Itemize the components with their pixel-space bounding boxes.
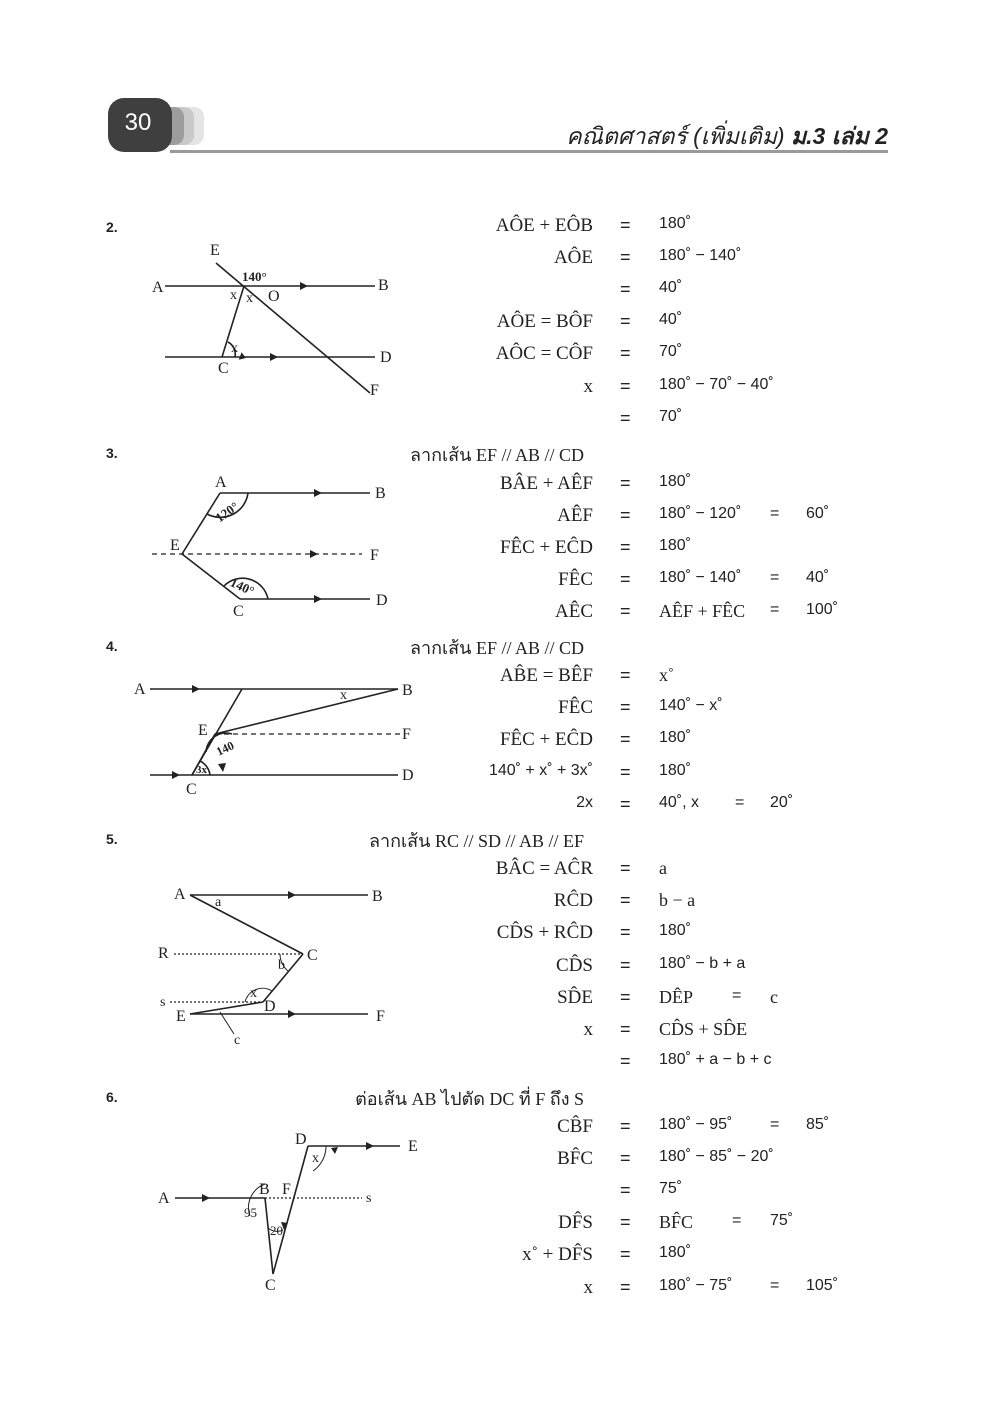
equation-row [440,505,880,535]
label-x: x [231,341,238,356]
arrow-ab [192,685,200,693]
label-b: B [402,682,413,699]
equation-lhs: CD̂S [556,955,593,976]
equation-rhs: 180˚ − 140˚ [659,569,742,586]
label-f: F [282,1181,291,1198]
equals-sign: = [620,1051,631,1071]
label-angle-120: 120° [212,498,242,526]
equation-rhs: 40˚, x [659,794,700,811]
equals-sign: = [620,890,631,910]
equation-row [440,247,880,277]
equation-row [440,858,880,888]
arrow-ab [314,489,322,497]
label-angle-20: 20 [270,1223,283,1238]
arrow-cd [270,353,278,361]
equation-row [440,473,880,503]
problem-number: 3. [106,445,118,461]
equals-sign: = [620,408,631,428]
label-x: x [340,688,347,703]
equation-lhs: AÔE + EÔB [495,215,593,236]
label-o: O [268,288,280,305]
equation-row [440,376,880,406]
diagram-problem-6 [130,1124,430,1299]
equals-sign: = [620,601,631,621]
equation-row [440,1180,880,1210]
label-r: R [158,945,169,962]
line-de [190,1002,263,1014]
equals-sign: = [620,505,631,525]
equals-sign: = [620,697,631,717]
label-b: B [372,888,383,905]
arrow-cd [172,771,180,779]
label-f: F [402,726,411,743]
arrow-angle-x [331,1147,338,1154]
label-b: B [378,277,389,294]
equation-rhs: 70˚ [659,408,683,425]
arrow-de [366,1142,374,1150]
equals-sign: = [620,762,631,782]
equation-result: 40˚ [806,569,830,586]
equation-row [440,890,880,920]
equals-sign: = [620,311,631,331]
equals-sign: = [770,569,780,586]
label-d: D [264,998,276,1015]
equation-rhs: 180˚ − 70˚ − 40˚ [659,376,774,393]
problem-number: 6. [106,1089,118,1105]
equation-lhs: FÊC [558,697,593,718]
equation-rhs: 180˚ − 75˚ [659,1277,733,1294]
equation-lhs: x [583,1019,593,1040]
label-c-small: c [234,1033,241,1048]
label-a-small: a [215,895,222,910]
equals-sign: = [620,343,631,363]
equation-row [440,408,880,438]
arrow-ef [288,1010,296,1018]
equation-lhs: FÊC [558,569,593,590]
label-a: A [215,474,227,491]
page-header [0,95,992,165]
line-cd [273,1146,308,1274]
equation-lhs: FÊC + EĈD [499,537,593,558]
equation-lhs: AÊF [557,505,593,526]
label-f: F [370,382,379,399]
equation-rhs: 40˚ [659,279,683,296]
equals-sign: = [732,987,742,1004]
equation-row [440,601,880,631]
label-b-small: b [278,958,285,973]
equals-sign: = [620,1180,631,1200]
equation-row [440,794,880,824]
equation-rhs: 180˚ [659,922,692,939]
diagram-problem-5 [130,876,430,1056]
label-c: C [265,1277,276,1294]
label-s: s [366,1191,372,1206]
equation-rhs: AÊF + FÊC [659,601,746,621]
arrow-ef [310,550,318,558]
label-b: B [375,485,386,502]
equation-rhs: 140˚ − x˚ [659,697,723,714]
equation-lhs: RĈD [553,890,593,911]
equals-sign: = [620,537,631,557]
equation-rhs: 180˚ − 140˚ [659,247,742,264]
label-d: D [295,1131,307,1148]
problem-number: 5. [106,831,118,847]
label-e: E [198,722,208,739]
equals-sign: = [620,729,631,749]
equation-lhs: AÔC = CÔF [495,343,593,364]
label-d: D [380,349,392,366]
equation-rhs: 70˚ [659,343,683,360]
equation-result: 85˚ [806,1116,830,1133]
header-title [566,119,888,155]
equals-sign: = [620,473,631,493]
equation-rhs: x˚ [659,665,674,685]
arrow-ab [300,282,308,290]
problem-number: 4. [106,638,118,654]
diagram-problem-2 [130,236,430,406]
arrow-cd [314,595,322,603]
label-c: C [218,360,229,377]
equals-sign: = [770,601,780,618]
label-x: x [230,288,237,303]
line-ac [190,895,303,954]
equation-lhs: CB̂F [557,1116,593,1137]
label-d: D [402,767,414,784]
equation-row [440,1116,880,1146]
equation-lhs: 140˚ + x˚ + 3x˚ [488,762,593,779]
equation-lhs: FÊC + EĈD [499,729,593,750]
label-e: E [210,242,220,259]
header-title-grade: ม.3 [790,123,826,149]
equation-lhs: BÂC = AĈR [495,858,593,879]
construction-text: ลากเส้น RC // SD // AB // EF [368,831,584,851]
equation-lhs: AÔE = BÔF [496,311,593,332]
equation-rhs: 180˚ + a − b + c [659,1051,772,1068]
equals-sign: = [620,922,631,942]
equation-lhs: 2x [576,794,593,811]
equation-rhs: DÊP [659,987,694,1007]
label-c: C [233,603,244,620]
label-s: s [160,995,166,1010]
label-a: A [152,279,164,296]
equals-sign: = [620,1244,631,1264]
equation-rhs: 180˚ [659,473,692,490]
arrow-ab [202,1194,210,1202]
equation-row [440,1148,880,1178]
label-angle-140: 140° [227,574,257,599]
equation-row [440,279,880,309]
equation-lhs: x˚ + DF̂S [522,1244,593,1265]
arrow-ab [288,891,296,899]
construction-text: ต่อเส้น AB ไปตัด DC ที่ F ถึง S [355,1089,584,1109]
label-angle-140: 140 [213,738,237,759]
equation-rhs: 180˚ [659,1244,692,1261]
equation-lhs: CD̂S + RĈD [496,922,593,943]
equals-sign: = [620,279,631,299]
label-angle: 140° [242,269,267,284]
label-f: F [376,1008,385,1025]
label-d: D [376,592,388,609]
label-a: A [134,681,146,698]
equation-rhs: b − a [659,890,696,910]
line-ae [182,493,220,554]
equals-sign: = [620,247,631,267]
label-e: E [176,1008,186,1025]
equation-row [440,343,880,373]
equation-rhs: 75˚ [659,1180,683,1197]
equation-rhs: 180˚ [659,729,692,746]
equation-lhs: x [583,1277,593,1298]
equals-sign: = [770,1277,780,1294]
equation-result: 100˚ [806,601,839,618]
equation-rhs: 180˚ − 85˚ − 20˚ [659,1148,774,1165]
equation-rhs: 180˚ [659,537,692,554]
header-title-book: เล่ม 2 [831,123,888,149]
equation-result: 20˚ [770,794,794,811]
label-f: F [370,547,379,564]
equals-sign: = [770,505,780,522]
equation-row [440,1244,880,1274]
page-number: 30 [124,109,152,136]
label-x: x [312,1151,319,1166]
equation-lhs: DF̂S [558,1212,593,1233]
equals-sign: = [620,794,631,814]
equation-result: 60˚ [806,505,830,522]
label-b: B [259,1181,270,1198]
equation-row [440,665,880,695]
label-x: x [246,291,253,306]
equation-lhs: BÂE + AÊF [499,473,593,494]
equals-sign: = [620,858,631,878]
equation-rhs: 180˚ − 95˚ [659,1116,733,1133]
equation-rhs: a [659,858,667,878]
equation-row [440,569,880,599]
equation-result: 75˚ [770,1212,794,1229]
equation-rhs: CD̂S + SD̂E [659,1019,748,1039]
equation-rhs: 180˚ − b + a [659,955,746,972]
equation-row [440,537,880,567]
equation-lhs: AB̂E = BÊF [499,665,593,686]
equation-rhs: 180˚ [659,215,692,232]
line-ef [216,263,370,393]
equals-sign: = [770,1116,780,1133]
line-eb [215,689,398,734]
equation-rhs: 180˚ − 120˚ [659,505,742,522]
label-e: E [408,1138,418,1155]
arrow-angle [218,763,226,772]
equation-lhs: SD̂E [557,987,593,1008]
equation-lhs: x [583,376,593,397]
equation-row [440,1051,880,1081]
equation-lhs: AÊC [555,601,593,622]
label-a: A [174,886,186,903]
equation-row [440,697,880,727]
equation-row [440,762,880,792]
label-c: C [186,781,197,798]
equals-sign: = [620,376,631,396]
equation-result: 105˚ [806,1277,839,1294]
label-x: x [250,986,257,1001]
label-a: A [158,1190,170,1207]
equation-row [440,987,880,1017]
label-angle-95: 95 [244,1205,257,1220]
equation-row [440,955,880,985]
pointer-c [220,1012,234,1034]
label-e: E [170,537,180,554]
equals-sign: = [735,794,745,811]
equals-sign: = [620,665,631,685]
construction-text: ลากเส้น EF // AB // CD [409,445,584,465]
equation-row [440,922,880,952]
equals-sign: = [732,1212,742,1229]
equals-sign: = [620,215,631,235]
equation-row [440,1019,880,1049]
construction-text: ลากเส้น EF // AB // CD [409,638,584,658]
equals-sign: = [620,1212,631,1232]
line-ec [182,554,240,599]
equals-sign: = [620,1277,631,1297]
equation-row [440,311,880,341]
equation-row [440,1277,880,1307]
equation-row [440,1212,880,1242]
diagram-problem-4 [130,664,430,804]
equals-sign: = [620,987,631,1007]
equation-row [440,215,880,245]
equals-sign: = [620,569,631,589]
equation-rhs: 180˚ [659,762,692,779]
equals-sign: = [620,1148,631,1168]
equals-sign: = [620,1116,631,1136]
equation-lhs: BF̂C [557,1148,593,1169]
equation-rhs: 40˚ [659,311,683,328]
diagram-problem-3 [130,470,430,630]
equation-rhs: BF̂C [659,1212,694,1232]
problem-number: 2. [106,219,118,235]
label-angle-3x: 3x [196,764,207,776]
equation-result: c [770,987,778,1007]
equals-sign: = [620,1019,631,1039]
header-title-main: คณิตศาสตร์ (เพิ่มเติม) [566,123,785,149]
equation-lhs: AÔE [553,247,593,268]
label-c: C [307,947,318,964]
equals-sign: = [620,955,631,975]
equation-row [440,729,880,759]
